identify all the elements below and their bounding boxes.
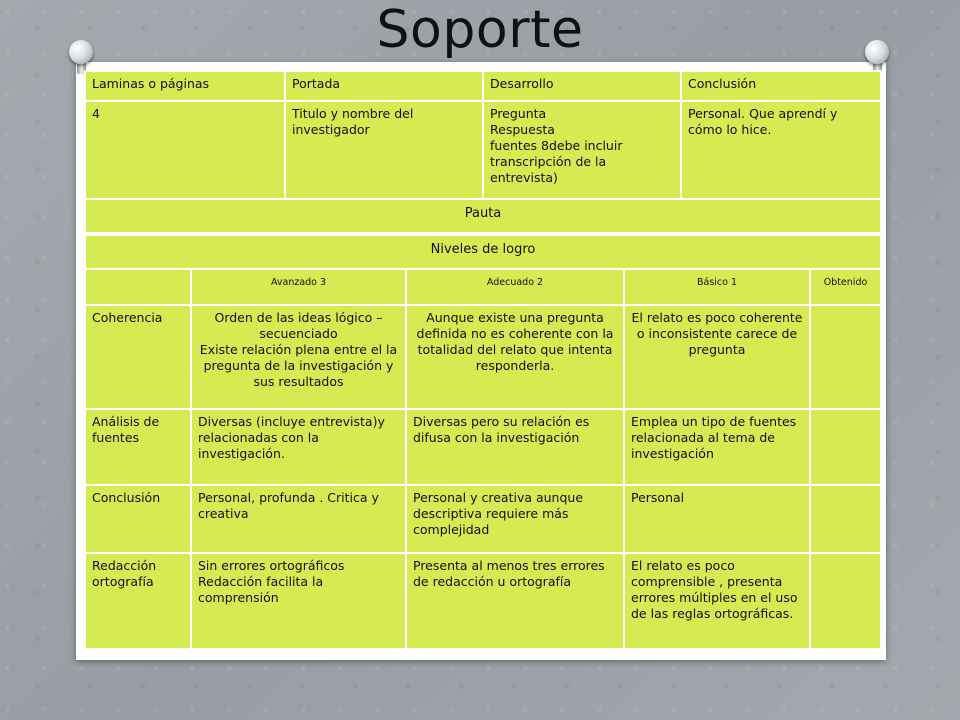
cell-basico: El relato es poco coherente o inconsistente carece de pregunta	[624, 305, 810, 409]
support-header-row	[85, 71, 881, 101]
level-empty	[85, 269, 191, 305]
cell-avanzado: Diversas (incluye entrevista)y relacionadas con la investigación.	[191, 409, 406, 485]
cell-avanzado: Personal, profunda . Critica y creativa	[191, 485, 406, 553]
header-portada: Portada	[285, 71, 483, 101]
level-basico: Básico 1	[624, 269, 810, 305]
level-obtenido: Obtenido	[810, 269, 881, 305]
rubric-title: Niveles de logro	[85, 235, 881, 269]
cell-obtenido	[810, 305, 881, 409]
cell-adecuado: Diversas pero su relación es difusa con la investigación	[406, 409, 624, 485]
cell-obtenido	[810, 409, 881, 485]
level-adecuado: Adecuado 2	[406, 269, 624, 305]
rubric-table	[84, 234, 882, 650]
support-table	[84, 70, 882, 234]
avanzado-line: Redacción facilita la comprensión	[198, 574, 324, 605]
pauta-label: Pauta	[85, 199, 881, 233]
criterion-conclusion: Conclusión	[85, 485, 191, 553]
cell-avanzado	[191, 305, 406, 409]
rubric-title-row	[85, 235, 881, 269]
cell-laminas-value: 4	[85, 101, 285, 199]
cell-basico: Personal	[624, 485, 810, 553]
header-conclusion: Conclusión	[681, 71, 881, 101]
cell-adecuado: Aunque existe una pregunta definida no es coherente con la totalidad del relato que intenta responderla.	[406, 305, 624, 409]
criterion-redaccion: Redacción ortografía	[85, 553, 191, 649]
rubric-row	[85, 485, 881, 553]
avanzado-line: Sin errores ortográficos	[198, 558, 345, 573]
cell-basico: Emplea un tipo de fuentes relacionada al tema de investigación	[624, 409, 810, 485]
rubric-row	[85, 409, 881, 485]
pushpin-cap	[69, 40, 93, 64]
desarrollo-line: Pregunta	[490, 106, 547, 121]
avanzado-line: Orden de las ideas lógico – secuenciado	[214, 310, 383, 341]
header-desarrollo: Desarrollo	[483, 71, 681, 101]
cell-avanzado	[191, 553, 406, 649]
desarrollo-line: Respuesta	[490, 122, 555, 137]
cell-desarrollo-value	[483, 101, 681, 199]
desarrollo-line: fuentes 8debe incluir transcripción de la entrevista)	[490, 138, 623, 185]
cell-obtenido	[810, 485, 881, 553]
rubric-row	[85, 553, 881, 649]
rubric-row	[85, 305, 881, 409]
cell-conclusion-value: Personal. Que aprendí y cómo lo hice.	[681, 101, 881, 199]
support-data-row	[85, 101, 881, 199]
pushpin-cap	[865, 40, 889, 64]
header-laminas: Laminas o páginas	[85, 71, 285, 101]
criterion-analisis: Análisis de fuentes	[85, 409, 191, 485]
cell-obtenido	[810, 553, 881, 649]
avanzado-line: Existe relación plena entre el la pregunta de la investigación y sus resultados	[199, 342, 398, 389]
criterion-coherencia: Coherencia	[85, 305, 191, 409]
pushpin-icon	[862, 40, 892, 70]
cell-adecuado: Presenta al menos tres errores de redacción u ortografía	[406, 553, 624, 649]
cell-adecuado: Personal y creativa aunque descriptiva requiere más complejidad	[406, 485, 624, 553]
cell-portada-value: Titulo y nombre del investigador	[285, 101, 483, 199]
rubric-levels-row	[85, 269, 881, 305]
pushpin-icon	[66, 40, 96, 70]
slide-title: Soporte	[376, 0, 584, 60]
cell-basico: El relato es poco comprensible , presenta errores múltiples en el uso de las reglas ortográficas.	[624, 553, 810, 649]
level-avanzado: Avanzado 3	[191, 269, 406, 305]
pauta-row	[85, 199, 881, 233]
